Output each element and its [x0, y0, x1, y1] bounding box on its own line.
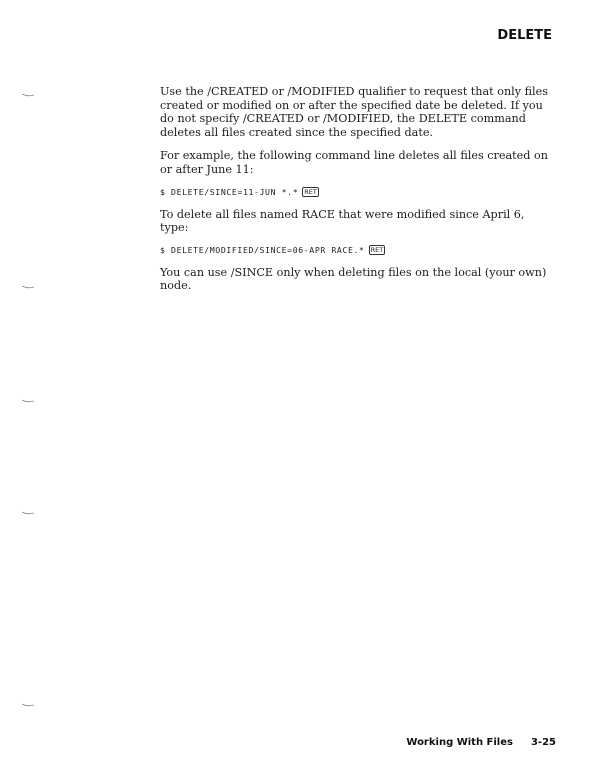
margin-mark: [22, 510, 34, 516]
running-head-title: DELETE: [497, 28, 552, 43]
margin-mark: [22, 398, 34, 404]
paragraph-since-local: You can use /SINCE only when deleting files on the local (your own) node.: [160, 265, 547, 293]
page-number: 3-25: [530, 737, 556, 748]
margin-mark: [22, 92, 34, 98]
code-example-since: [160, 187, 550, 197]
return-key-icon: RET: [304, 187, 317, 196]
code-example-modified: [160, 245, 550, 255]
paragraph-race-intro: To delete all files named RACE that were modified since April 6, type:: [160, 207, 525, 235]
footer-section-title: Working With Files: [406, 737, 513, 748]
body-text: [160, 85, 550, 303]
margin-mark: [22, 702, 34, 708]
page-footer: [406, 737, 556, 748]
code-text: $ DELETE/MODIFIED/SINCE=06-APR RACE.*: [160, 244, 365, 255]
code-text: $ DELETE/SINCE=11-JUN *.*: [160, 186, 299, 197]
margin-mark: [22, 284, 34, 290]
paragraph-example-intro: For example, the following command line deletes all files created on or after June 11:: [160, 149, 548, 176]
return-key-icon: RET: [370, 245, 384, 254]
paragraph-created-modified: Use the /CREATED or /MODIFIED qualifier to request that only files created or modified on or after the specified date be deleted. If you do not specify /CREATED or /MODIFIED, the DELETE command deletes all files created since the specified date.: [160, 85, 549, 139]
